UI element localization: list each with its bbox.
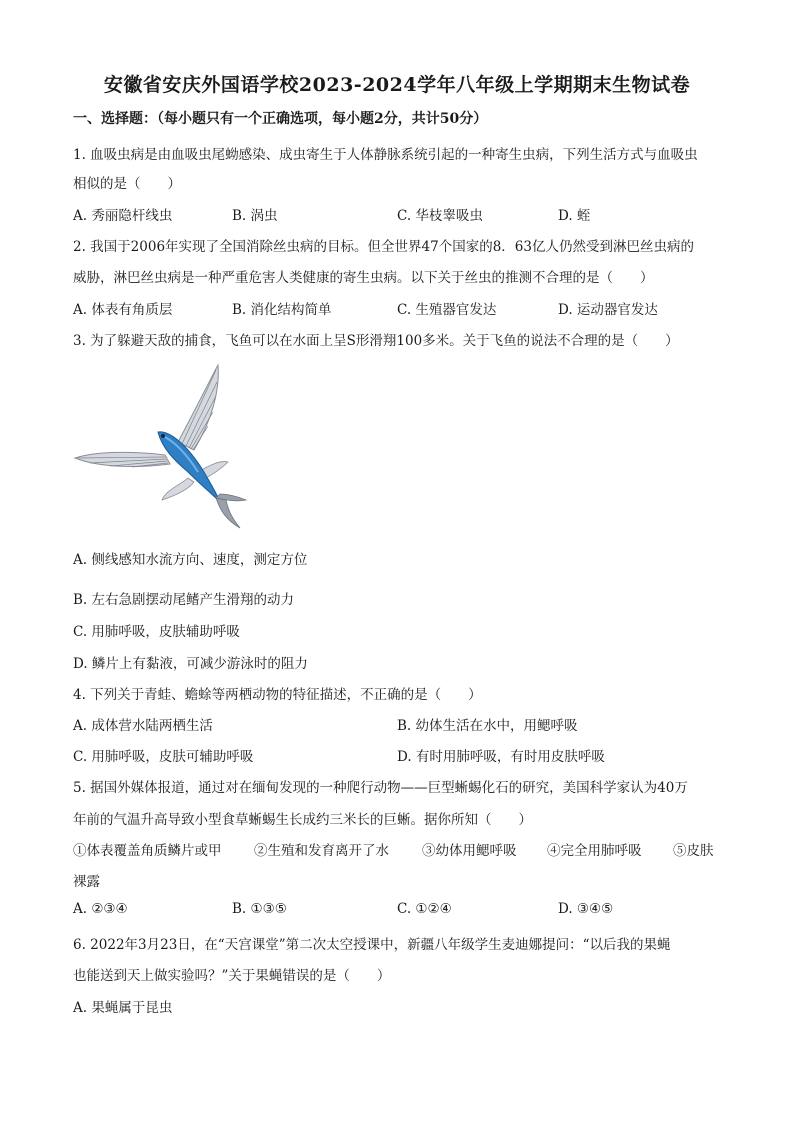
q5-item-5-cont: 裸露 xyxy=(73,874,100,890)
q3-option-c[interactable]: C. 用肺呼吸，皮肤辅助呼吸 xyxy=(73,624,240,640)
q4-stem-line1: 4. 下列关于青蛙、蟾蜍等两栖动物的特征描述，不正确的是（ ） xyxy=(73,687,482,703)
q3-stem-line1: 3. 为了躲避天敌的捕食，飞鱼可以在水面上呈S形滑翔100多米。关于飞鱼的说法不合理的是（ ） xyxy=(73,333,679,349)
q2-option-d[interactable]: D. 运动器官发达 xyxy=(558,302,658,318)
q2-stem-line2: 威胁，淋巴丝虫病是一种严重危害人类健康的寄生虫病。以下关于丝虫的推测不合理的是（ ） xyxy=(73,270,654,286)
q1-option-b[interactable]: B. 涡虫 xyxy=(232,208,278,224)
q5-option-d[interactable]: D. ③④⑤ xyxy=(558,901,614,917)
q2-option-a[interactable]: A. 体表有角质层 xyxy=(73,302,173,318)
q5-item-4: ④完全用肺呼吸 xyxy=(547,843,642,859)
q1-stem-line2: 相似的是（ ） xyxy=(73,176,181,192)
q2-option-c[interactable]: C. 生殖器官发达 xyxy=(397,302,497,318)
q2-option-b[interactable]: B. 消化结构简单 xyxy=(232,302,332,318)
q1-option-a[interactable]: A. 秀丽隐杆线虫 xyxy=(73,208,173,224)
q2-stem-line1: 2. 我国于2006年实现了全国消除丝虫病的目标。但全世界47个国家的8．63亿人仍然受到淋巴丝虫病的 xyxy=(73,239,694,255)
q5-item-2: ②生殖和发育离开了水 xyxy=(254,843,389,859)
q5-item-5: ⑤皮肤 xyxy=(673,843,714,859)
q4-option-b[interactable]: B. 幼体生活在水中，用鳃呼吸 xyxy=(397,718,578,734)
q3-option-d[interactable]: D. 鳞片上有黏液，可减少游泳时的阻力 xyxy=(73,656,308,672)
q5-option-b[interactable]: B. ①③⑤ xyxy=(232,901,287,917)
q6-option-a[interactable]: A. 果蝇属于昆虫 xyxy=(73,1000,173,1016)
q5-option-c[interactable]: C. ①②④ xyxy=(397,901,452,917)
q1-stem-line1: 1. 血吸虫病是由血吸虫尾蚴感染、成虫寄生于人体静脉系统引起的一种寄生虫病，下列生活方式与血吸虫 xyxy=(73,147,698,163)
flying-fish-image xyxy=(70,360,250,530)
q1-option-d[interactable]: D. 蛭 xyxy=(558,208,591,224)
q3-option-a[interactable]: A. 侧线感知水流方向、速度，测定方位 xyxy=(73,552,308,568)
q1-option-c[interactable]: C. 华枝睾吸虫 xyxy=(397,208,483,224)
q6-stem-line1: 6. 2022年3月23日，在“天宫课堂”第二次太空授课中，新疆八年级学生麦迪娜提问：“以后我的果蝇 xyxy=(73,937,671,953)
q5-item-1: ①体表覆盖角质鳞片或甲 xyxy=(73,843,222,859)
q4-option-a[interactable]: A. 成体营水陆两栖生活 xyxy=(73,718,213,734)
q5-option-a[interactable]: A. ②③④ xyxy=(73,901,128,917)
page-title: 安徽省安庆外国语学校2023-2024学年八年级上学期期末生物试卷 xyxy=(103,74,691,96)
section-heading: 一、选择题：（每小题只有一个正确选项，每小题2分，共计50分） xyxy=(73,111,488,127)
q4-option-d[interactable]: D. 有时用肺呼吸，有时用皮肤呼吸 xyxy=(397,749,605,765)
q4-option-c[interactable]: C. 用肺呼吸，皮肤可辅助呼吸 xyxy=(73,749,254,765)
q5-stem-line2: 年前的气温升高导致小型食草蜥蜴生长成约三米长的巨蜥。据你所知（ ） xyxy=(73,812,532,828)
q5-item-3: ③幼体用鳃呼吸 xyxy=(422,843,517,859)
q5-stem-line1: 5. 据国外媒体报道，通过对在缅甸发现的一种爬行动物——巨型蜥蜴化石的研究，美国科学家认为40万 xyxy=(73,780,688,796)
q3-option-b[interactable]: B. 左右急剧摆动尾鳍产生滑翔的动力 xyxy=(73,592,295,608)
q6-stem-line2: 也能送到天上做实验吗？”关于果蝇错误的是（ ） xyxy=(73,968,391,984)
